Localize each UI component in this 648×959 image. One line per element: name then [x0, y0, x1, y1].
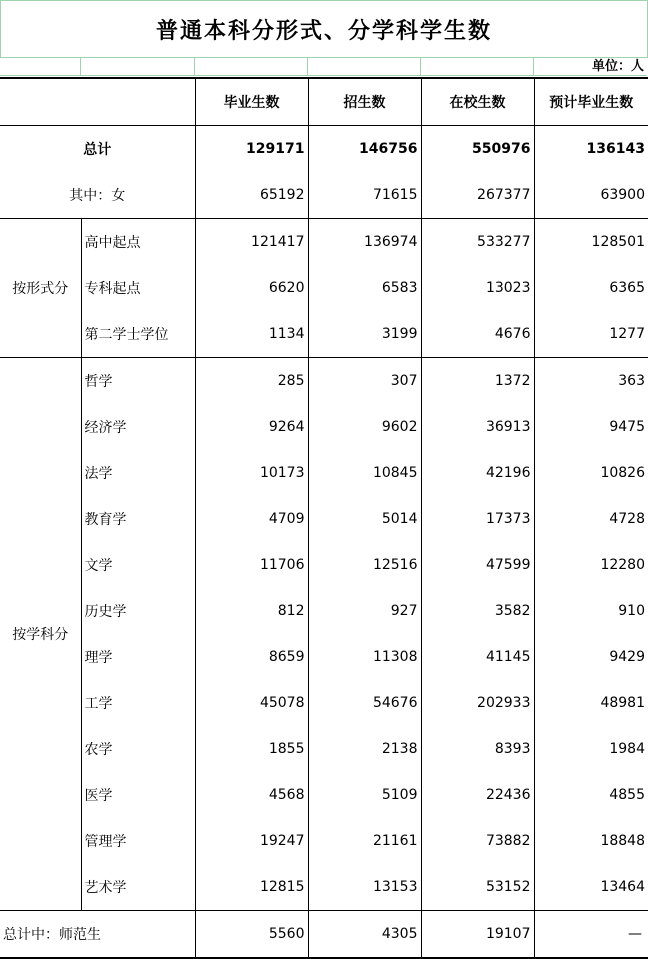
cell: 136143	[534, 126, 648, 173]
cell: 42196	[421, 450, 534, 496]
cell: 73882	[421, 818, 534, 864]
header-enrollment: 招生数	[308, 78, 421, 126]
unit-label: 单位：人	[591, 59, 644, 74]
table-row	[0, 219, 648, 266]
group-label-discipline: 按学科分	[0, 358, 81, 911]
header-in-school: 在校生数	[421, 78, 534, 126]
cell: 121417	[195, 219, 308, 266]
cell: 1277	[534, 311, 648, 358]
cell: 11308	[308, 634, 421, 680]
cell: 63900	[534, 172, 648, 219]
cell: 54676	[308, 680, 421, 726]
row-label: 理学	[84, 650, 113, 666]
cell: 4709	[195, 496, 308, 542]
cell: 12815	[195, 864, 308, 911]
cell: 9602	[308, 404, 421, 450]
cell: 4728	[534, 496, 648, 542]
header-graduates: 毕业生数	[195, 78, 308, 126]
cell: 12516	[308, 542, 421, 588]
row-label: 总计	[83, 142, 112, 158]
table-row-total	[0, 126, 648, 173]
cell: 1372	[421, 358, 534, 405]
cell: 4676	[421, 311, 534, 358]
cell: 4855	[534, 772, 648, 818]
cell: 1855	[195, 726, 308, 772]
cell: 5014	[308, 496, 421, 542]
cell: 71615	[308, 172, 421, 219]
row-label: 法学	[84, 466, 113, 482]
cell: 45078	[195, 680, 308, 726]
row-label: 总计中：师范生	[0, 911, 195, 959]
cell: 1134	[195, 311, 308, 358]
grid-cell	[0, 58, 81, 76]
cell: 146756	[308, 126, 421, 173]
header-row	[0, 78, 648, 126]
cell: 19247	[195, 818, 308, 864]
table-row	[0, 404, 648, 450]
grid-cell	[308, 58, 421, 76]
cell: 3582	[421, 588, 534, 634]
header-expected-graduates: 预计毕业生数	[534, 78, 648, 126]
row-label: 工学	[84, 696, 113, 712]
row-label: 其中：女	[69, 188, 126, 204]
cell: 13153	[308, 864, 421, 911]
row-label: 艺术学	[84, 880, 127, 896]
cell: 9264	[195, 404, 308, 450]
unit-row	[0, 58, 648, 76]
table-row	[0, 450, 648, 496]
cell: 6365	[534, 265, 648, 311]
cell: 13023	[421, 265, 534, 311]
row-label: 农学	[84, 742, 113, 758]
table-row	[0, 680, 648, 726]
cell: 8393	[421, 726, 534, 772]
cell: 6583	[308, 265, 421, 311]
cell: 53152	[421, 864, 534, 911]
cell: 9475	[534, 404, 648, 450]
row-label: 第二学士学位	[84, 327, 169, 343]
cell: 48981	[534, 680, 648, 726]
cell: 4305	[308, 911, 421, 959]
grid-cell	[81, 58, 195, 76]
cell: 18848	[534, 818, 648, 864]
table-row	[0, 818, 648, 864]
statistics-table	[0, 77, 648, 959]
table-row	[0, 772, 648, 818]
row-label: 教育学	[84, 512, 127, 528]
cell: 910	[534, 588, 648, 634]
cell: 1984	[534, 726, 648, 772]
table-row-female	[0, 172, 648, 219]
table-row	[0, 358, 648, 405]
cell: 47599	[421, 542, 534, 588]
cell: 2138	[308, 726, 421, 772]
row-label: 文学	[84, 558, 113, 574]
cell: 927	[308, 588, 421, 634]
cell: 202933	[421, 680, 534, 726]
row-label: 专科起点	[84, 281, 141, 297]
cell: 3199	[308, 311, 421, 358]
cell: 10845	[308, 450, 421, 496]
cell: 5109	[308, 772, 421, 818]
table-title: 普通本科分形式、分学科学生数	[0, 0, 648, 58]
table-row	[0, 265, 648, 311]
row-label: 管理学	[84, 834, 127, 850]
cell: 363	[534, 358, 648, 405]
table-row	[0, 588, 648, 634]
table-row	[0, 726, 648, 772]
table-row	[0, 311, 648, 358]
cell: —	[534, 911, 648, 959]
cell: 9429	[534, 634, 648, 680]
table-row-normal-students	[0, 911, 648, 959]
grid-cell	[421, 58, 534, 76]
cell: 5560	[195, 911, 308, 959]
cell: 4568	[195, 772, 308, 818]
cell: 128501	[534, 219, 648, 266]
cell: 8659	[195, 634, 308, 680]
row-label: 医学	[84, 788, 113, 804]
cell: 10826	[534, 450, 648, 496]
cell: 307	[308, 358, 421, 405]
cell: 533277	[421, 219, 534, 266]
cell: 12280	[534, 542, 648, 588]
cell: 129171	[195, 126, 308, 173]
cell: 22436	[421, 772, 534, 818]
cell: 812	[195, 588, 308, 634]
row-label: 经济学	[84, 420, 127, 436]
cell: 19107	[421, 911, 534, 959]
table-row	[0, 496, 648, 542]
cell: 65192	[195, 172, 308, 219]
cell: 11706	[195, 542, 308, 588]
cell: 36913	[421, 404, 534, 450]
row-label: 历史学	[84, 604, 127, 620]
cell: 10173	[195, 450, 308, 496]
table-row	[0, 634, 648, 680]
cell: 13464	[534, 864, 648, 911]
row-label: 高中起点	[81, 219, 195, 266]
table-row	[0, 542, 648, 588]
table-row	[0, 864, 648, 911]
cell: 550976	[421, 126, 534, 173]
header-blank	[0, 78, 195, 126]
cell: 285	[195, 358, 308, 405]
cell: 41145	[421, 634, 534, 680]
grid-cell	[195, 58, 308, 76]
group-label-form: 按形式分	[0, 219, 81, 358]
cell: 6620	[195, 265, 308, 311]
cell: 17373	[421, 496, 534, 542]
cell: 267377	[421, 172, 534, 219]
cell: 21161	[308, 818, 421, 864]
row-label: 哲学	[81, 358, 195, 405]
cell: 136974	[308, 219, 421, 266]
